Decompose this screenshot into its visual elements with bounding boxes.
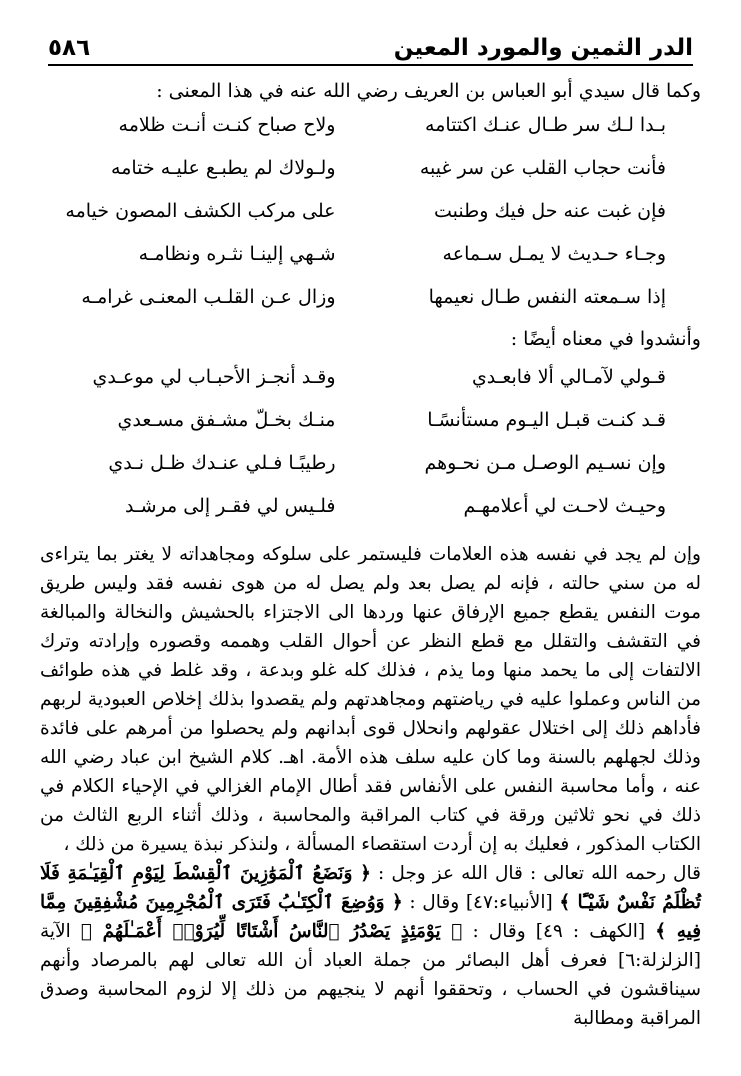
poem-intro: وكما قال سيدي أبو العباس بن العريف رضي الله عنه في هذا المعنى : [156, 80, 701, 102]
verse-hemistich-right: بـدا لـك سر طـال عنـك اكتتامه [425, 114, 666, 136]
poem-1 [40, 104, 701, 319]
citation: [الأنبياء:٤٧] وقال : [402, 892, 560, 913]
quran-verse: ﴿ وَوُضِعَ ٱلْكِتَـٰبُ فَتَرَى ٱلْمُجْرِمِينَ مُشْفِقِينَ مِمَّا فِيهِ ﴾ [40, 892, 702, 942]
verse-hemistich-left: رطيبًـا فـلي عنـدك ظـل نـدي [108, 452, 336, 474]
verse-hemistich-left: ولـولاك لم يطبـع عليـه ختامه [111, 157, 336, 179]
verse-hemistich-left: وزال عـن القلـب المعنـى غرامـه [81, 286, 336, 308]
quran-verse: ﴿ يَوْمَئِذٍ يَصْدُرُ ٱلنَّاسُ أَشْتَاتًا لِّيُرَوْا۟ أَعْمَـٰلَهُمْ ﴾ [80, 921, 463, 942]
body-text [40, 540, 701, 1033]
verse-hemistich-left: ولاح صباح كنـت أنـت ظلامه [118, 114, 336, 136]
verse-hemistich-right: إذا سـمعته النفس طـال نعيمها [428, 286, 666, 308]
running-header [48, 30, 693, 66]
poem-2 [40, 356, 701, 528]
verse-hemistich-left: وقـد أنجـز الأحبـاب لي موعـدي [92, 366, 336, 388]
verse-hemistich-right: قـد كنـت قبـل اليـوم مستأنسًـا [427, 409, 666, 431]
text-span: قال رحمه الله تعالى : قال الله عز وجل : [370, 863, 701, 884]
verse-hemistich-right: وإن نسـيم الوصـل مـن نحـوهم [424, 452, 666, 474]
verse-hemistich-right: قـولي لآمـالي ألا فابعـدي [471, 366, 666, 388]
verse-hemistich-left: على مركب الكشف المصون خيامه [65, 200, 336, 222]
verse-hemistich-right: فأنت حجاب القلب عن سر غيبه [419, 157, 666, 179]
verse-hemistich-left: شـهي إلينـا نثـره ونظامـه [138, 243, 336, 265]
quran-verse: ﴿ وَنَضَعُ ٱلْمَوَٰزِينَ ٱلْقِسْطَ لِيَوْمِ ٱلْقِيَـٰمَةِ فَلَا تُظْلَمُ نَفْسٌ شَيْـًٔا ﴾ [40, 863, 701, 913]
verse-hemistich-left: فلـيس لي فقـر إلى مرشـد [125, 495, 336, 517]
verse-hemistich-right: فإن غبت عنه حل فيك وطنبت [434, 200, 666, 222]
text-span: الآية [الزلزلة:٦] فعرف أهل البصائر من جملة العباد أن الله تعالى لهم بالمرصاد وأنهم سيناقشون في الحساب ، وتحققوا أنهم لا ينجيهم من ذلك إلا لزوم المحاسبة وصدق المراقبة ومطالبة [40, 921, 701, 1029]
verse-hemistich-right: وجـاء حـديث لا يمـل سـماعه [442, 243, 666, 265]
verse-hemistich-left: منـك بخـلّ مشـفق مسـعدي [117, 409, 336, 431]
book-title: الدر الثمين والمورد المعين [393, 35, 693, 61]
paragraph: وإن لم يجد في نفسه هذه العلامات فليستمر على سلوكه ومجاهداته لا يغتر بما يتراءى له من سني حالته ، فإنه لم يصل بعد ولم يصل له من هوى نفسه فقد وليس طريق موت النفس يقطع جميع الإرفاق عنها وردها الى الاجتزاء بالحشيش والنخالة والمبالغة في التقشف والتقلل مع قطع النظر عن أحوال القلب وهممه وقصوره وإرادته وترك الالتفات إلى ما يحمد منها وما يذم ، فذلك كله غلو وبدعة ، وقد غلط في هذه طوائف من الناس وعملوا عليه في رياضتهم ومجاهدتهم ولم يقصدوا بذلك إخلاص العبودية لربهم فأداهم ذلك إلى اختلال عقولهم وانحلال قوى أبدانهم ولم يحصلوا من أمرهم على فائدة وذلك لجهلهم بالسنة وما كان عليه سلف هذه الأمة. اهـ. كلام الشيخ ابن عباد رضي الله عنه ، وأما محاسبة النفس على الأنفاس فقد أطال الإمام الغزالي في الإحياء الكلام في ذلك في نحو ثلاثين ورقة في كتاب المراقبة والمحاسبة ، وذلك أثناء الربع الثالث من الكتاب المذكور ، فعليك به إن أردت استقصاء المسألة ، ولنذكر نبذة يسيرة من ذلك ، [40, 544, 701, 855]
verse-hemistich-right: وحيـث لاحـت لي أعلامهـم [463, 495, 666, 517]
paragraph [40, 859, 701, 1033]
poem-2-intro: وأنشدوا في معناه أيضًا : [510, 328, 701, 350]
citation: [الكهف : ٤٩] وقال : [462, 921, 656, 942]
page-number: ٥٨٦ [48, 35, 91, 61]
